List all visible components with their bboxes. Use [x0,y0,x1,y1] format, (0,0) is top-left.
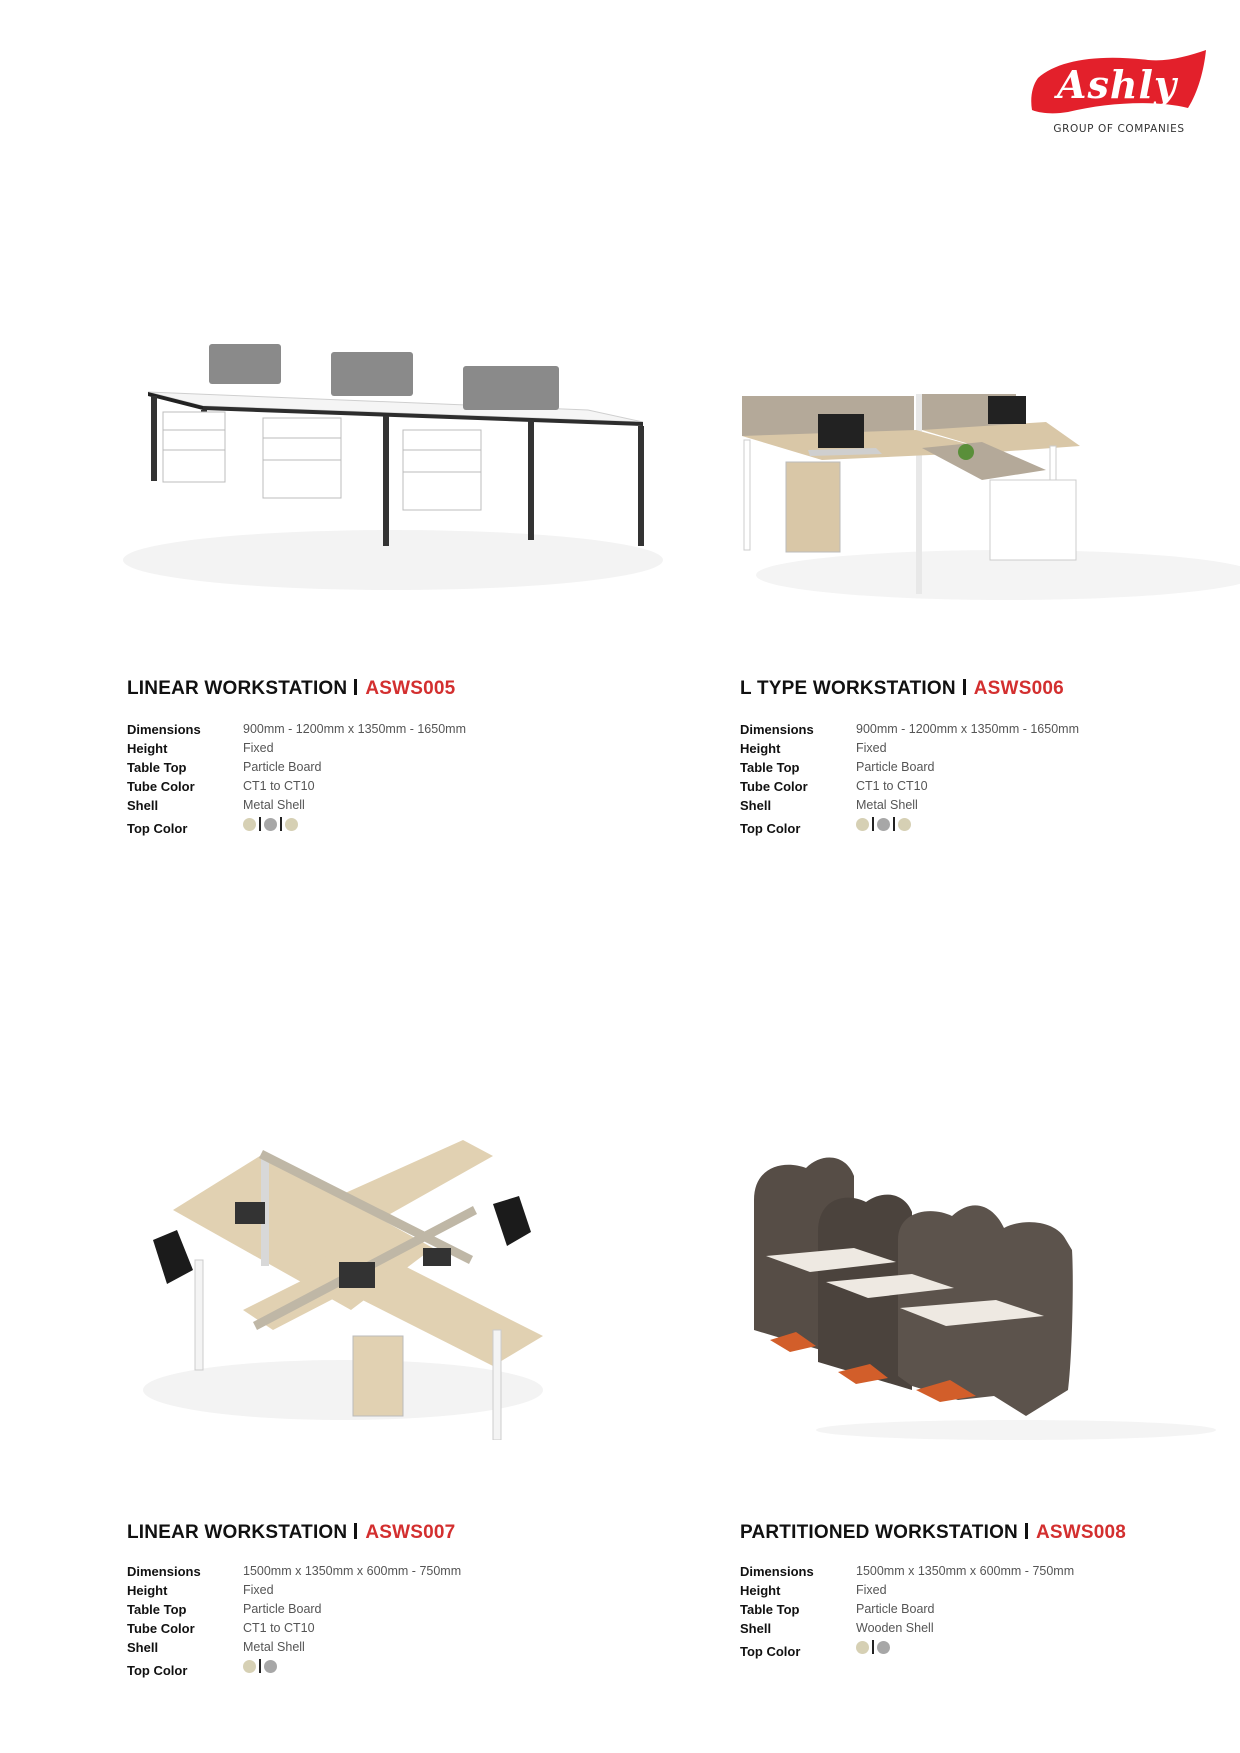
color-swatch [243,1660,256,1673]
swatch-separator [259,1659,261,1673]
swatch-separator [872,1640,874,1654]
brand-tagline: GROUP OF COMPANIES [1053,123,1185,135]
product-name: L TYPE WORKSTATION [740,678,956,699]
color-swatch [243,818,256,831]
color-swatch [856,1641,869,1654]
product-title [740,1522,1126,1544]
swatch-separator [872,817,874,831]
color-swatch [877,1641,890,1654]
brand-wordmark: Ashly [1056,62,1178,107]
product-title [740,678,1064,700]
product-name: LINEAR WORKSTATION [127,678,348,699]
product-code: ASWS005 [365,678,456,699]
color-swatches [856,817,911,831]
product-image-partitioned-workstation [726,1140,1240,1440]
color-swatch [285,818,298,831]
color-swatches [243,817,298,831]
swatch-separator [259,817,261,831]
color-swatches [856,1640,890,1654]
product-code: ASWS007 [365,1522,456,1543]
product-title [127,1522,455,1544]
title-separator [354,1523,357,1539]
product-image-l-type-workstation [726,330,1240,630]
color-swatch [264,1660,277,1673]
product-title [127,678,455,700]
color-swatch [898,818,911,831]
title-separator [963,679,966,695]
product-code: ASWS008 [1035,1522,1127,1543]
color-swatch [264,818,277,831]
color-swatch [877,818,890,831]
product-name: LINEAR WORKSTATION [127,1522,348,1543]
color-swatch [856,818,869,831]
product-name: PARTITIONED WORKSTATION [740,1522,1018,1543]
color-swatches [243,1659,277,1673]
swatch-separator [893,817,895,831]
title-separator [354,679,357,695]
product-image-cluster-workstation [113,1140,673,1440]
product-code: ASWS006 [973,678,1064,699]
swatch-separator [280,817,282,831]
product-image-linear-workstation [113,330,673,630]
brand-logo [1028,50,1208,140]
title-separator [1025,1523,1028,1539]
